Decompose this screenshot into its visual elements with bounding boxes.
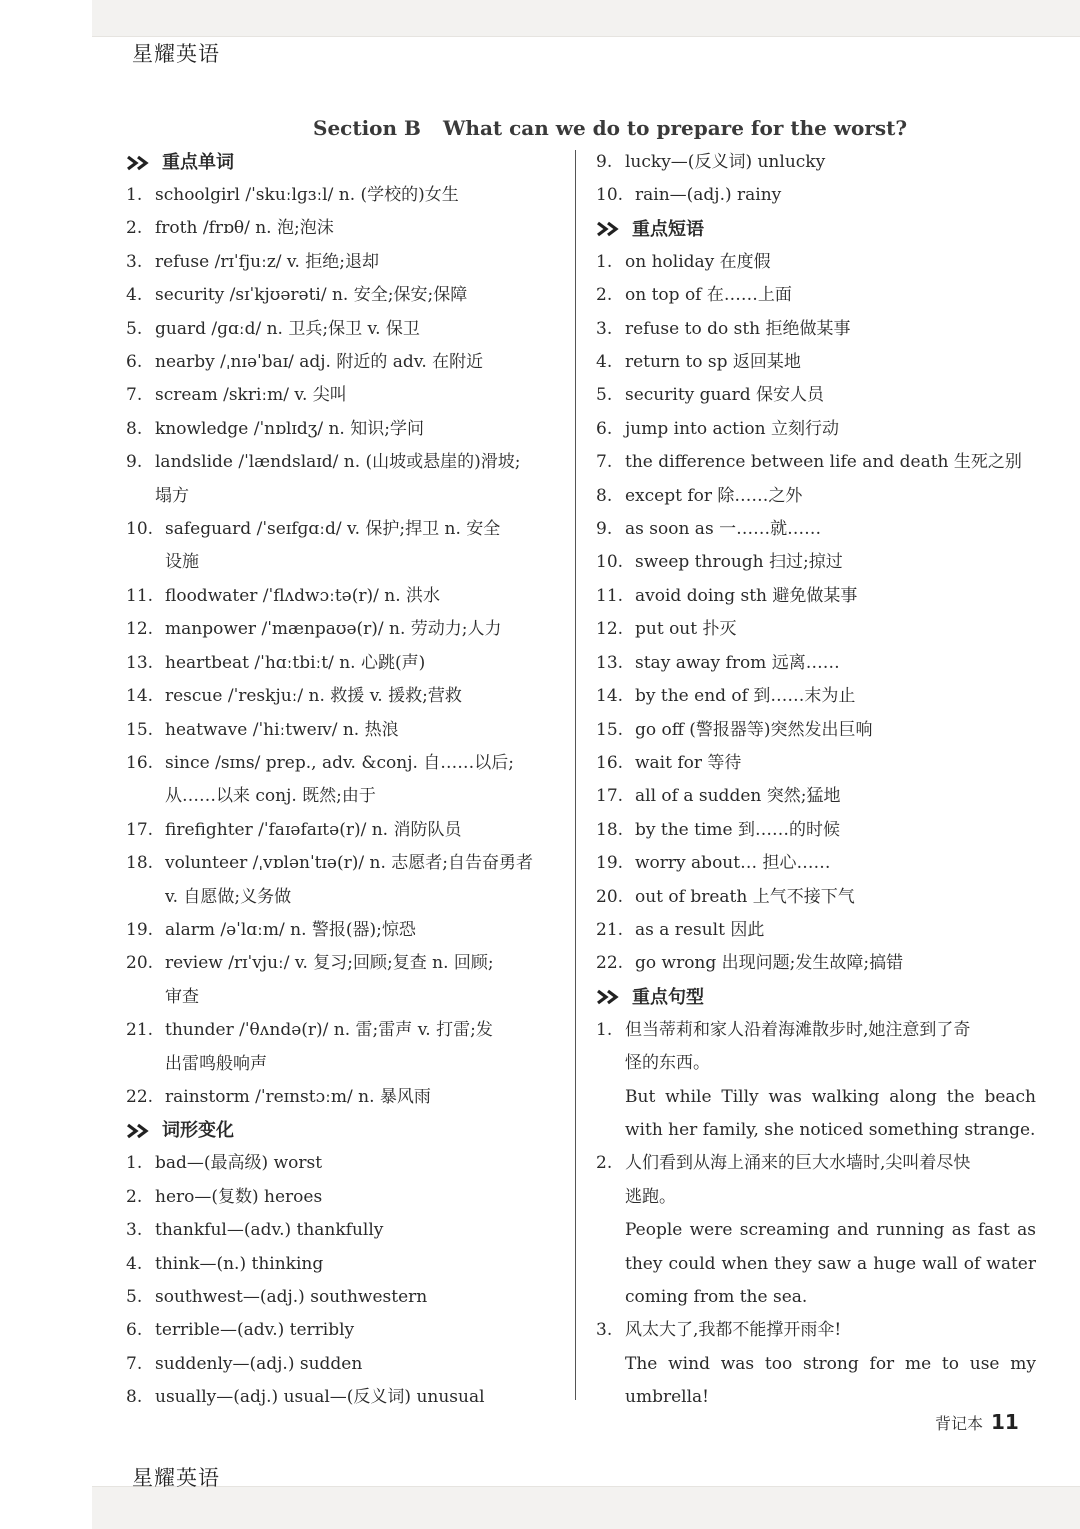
phrase-item-text: stay away from 远离…… <box>635 652 840 673</box>
vocab-item <box>126 379 566 412</box>
vocab-item-continuation: 从……以来 conj. 既然;由于 <box>165 786 376 807</box>
vocab-item <box>126 714 566 747</box>
phrase-item-text: except for 除……之外 <box>625 485 803 506</box>
vocab-item-number: 5. <box>126 318 143 339</box>
vocab-item <box>126 613 566 646</box>
vocab-item-number: 1. <box>126 185 143 205</box>
phrase-item <box>596 446 1036 479</box>
phrase-item <box>596 513 1036 546</box>
heading-word-forms <box>126 1114 566 1147</box>
phrase-item-number: 19. <box>596 853 624 874</box>
phrase-item <box>596 580 1036 613</box>
vocab-item-text: volunteer /ˌvɒlənˈtɪə(r)/ n. 志愿者;自告奋勇者 <box>165 853 533 874</box>
sentence-chinese: 但当蒂莉和家人沿着海滩散步时,她注意到了奇 <box>625 1019 971 1040</box>
phrase-item-text: put out 扑灭 <box>635 619 737 640</box>
phrase-item-number: 12. <box>596 619 624 640</box>
phrase-item <box>596 914 1036 947</box>
phrase-item-number: 14. <box>596 686 624 707</box>
phrase-item <box>596 947 1036 980</box>
phrase-item-text: jump into action 立刻行动 <box>625 418 839 439</box>
vocab-item-text: froth /frɒθ/ n. 泡;泡沫 <box>155 218 334 239</box>
phrase-list <box>596 246 1036 981</box>
double-chevron-icon <box>126 155 154 171</box>
heading-words <box>126 146 566 179</box>
phrase-item-number: 20. <box>596 886 624 907</box>
vocab-item-text: heartbeat /ˈhɑːtbiːt/ n. 心跳(声) <box>165 652 426 673</box>
watermark-bottom: 星耀英语 <box>132 1466 220 1490</box>
phrase-item <box>596 680 1036 713</box>
word-forms-list-right <box>596 146 1036 213</box>
phrase-item <box>596 546 1036 579</box>
vocab-item-continuation: 设施 <box>165 552 199 573</box>
phrase-item <box>596 780 1036 813</box>
word-form-item-number: 3. <box>126 1220 143 1241</box>
phrase-item-text: by the time 到……的时候 <box>635 819 840 840</box>
word-form-item-number: 4. <box>126 1253 143 1274</box>
heading-words-label: 重点单词 <box>162 152 234 173</box>
vocab-item <box>126 747 566 780</box>
vocab-item <box>126 179 566 212</box>
phrase-item-text: on holiday 在度假 <box>625 251 771 272</box>
vocab-item-text: since /sɪns/ prep., adv. &conj. 自……以后; <box>165 752 515 773</box>
word-form-item <box>126 1248 566 1281</box>
section-label: Section B <box>313 116 421 140</box>
vocab-item-text: scream /skriːm/ v. 尖叫 <box>155 385 347 406</box>
vocab-item-text: safeguard /ˈseɪfɡɑːd/ v. 保护;捍卫 n. 安全 <box>165 519 501 540</box>
phrase-item-number: 8. <box>596 485 613 506</box>
vocab-item-number: 19. <box>126 919 154 940</box>
vocab-item-text: manpower /ˈmænpaʊə(r)/ n. 劳动力;人力 <box>165 619 502 640</box>
vocab-item-number: 20. <box>126 953 154 974</box>
phrase-item-text: go wrong 出现问题;发生故障;搞错 <box>635 953 904 974</box>
word-form-item-number: 1. <box>126 1153 143 1174</box>
vocab-item-number: 9. <box>126 452 143 473</box>
phrase-item-number: 10. <box>596 552 624 573</box>
vocab-item <box>126 914 566 947</box>
phrase-item <box>596 814 1036 847</box>
vocab-item-number: 13. <box>126 652 154 673</box>
phrase-item-number: 6. <box>596 418 613 439</box>
word-form-item <box>596 146 1036 179</box>
vocab-item-text: schoolgirl /ˈskuːlɡɜːl/ n. (学校的)女生 <box>155 185 459 205</box>
phrase-item-number: 3. <box>596 318 613 339</box>
phrase-item <box>596 246 1036 279</box>
phrase-item-number: 22. <box>596 953 624 974</box>
sentence-english: The wind was too strong for me to use my umbrella! <box>625 1353 1036 1408</box>
word-form-item <box>126 1281 566 1314</box>
vocab-item-text: refuse /rɪˈfjuːz/ v. 拒绝;退却 <box>155 251 380 272</box>
word-form-item-text: terrible—(adv.) terribly <box>155 1320 355 1341</box>
heading-phrases-label: 重点短语 <box>632 218 704 240</box>
vocab-item <box>126 413 566 446</box>
right-column <box>596 146 1036 1415</box>
vocab-item <box>126 346 566 379</box>
vocab-item-number: 4. <box>126 285 143 306</box>
word-form-item-text: hero—(复数) heroes <box>155 1186 323 1207</box>
vocab-item-text: knowledge /ˈnɒlɪdʒ/ n. 知识;学问 <box>155 418 424 439</box>
vocab-item-number: 6. <box>126 352 143 373</box>
vocab-item-number: 21. <box>126 1020 154 1041</box>
column-divider <box>575 150 576 1400</box>
word-form-item-text: lucky—(反义词) unlucky <box>625 152 826 172</box>
phrase-item-number: 2. <box>596 285 613 306</box>
sentence-item <box>596 1147 1036 1180</box>
vocab-item-number: 18. <box>126 853 154 874</box>
phrase-item-text: security guard 保安人员 <box>625 385 825 406</box>
vocab-item <box>126 246 566 279</box>
phrase-item-text: all of a sudden 突然;猛地 <box>635 786 841 807</box>
bottom-scan-band <box>92 1486 1080 1529</box>
phrase-item <box>596 480 1036 513</box>
vocab-item <box>126 580 566 613</box>
phrase-item-number: 9. <box>596 519 613 540</box>
sentence-item <box>596 1014 1036 1047</box>
heading-word-forms-label: 词形变化 <box>162 1120 234 1142</box>
phrase-item-number: 5. <box>596 385 613 406</box>
vocab-item <box>126 212 566 245</box>
vocab-item-text: alarm /əˈlɑːm/ n. 警报(器);惊恐 <box>165 919 416 940</box>
phrase-item-text: as a result 因此 <box>635 919 765 940</box>
phrase-item <box>596 847 1036 880</box>
vocab-item <box>126 680 566 713</box>
vocab-item <box>126 446 566 479</box>
vocab-item <box>126 647 566 680</box>
vocab-item-continuation: 审查 <box>165 986 199 1007</box>
word-form-item <box>596 179 1036 212</box>
word-form-item <box>126 1314 566 1347</box>
word-form-item-text: southwest—(adj.) southwestern <box>155 1287 428 1307</box>
word-form-item-number: 10. <box>596 185 624 206</box>
word-form-item-text: thankful—(adv.) thankfully <box>155 1220 384 1241</box>
vocab-item-number: 14. <box>126 686 154 707</box>
phrase-item-text: sweep through 扫过;掠过 <box>635 552 843 573</box>
vocab-item-text: floodwater /ˈflʌdwɔːtə(r)/ n. 洪水 <box>165 585 440 606</box>
phrase-item <box>596 881 1036 914</box>
sentence-chinese-continuation: 怪的东西。 <box>625 1053 710 1074</box>
phrase-item-number: 4. <box>596 352 613 373</box>
phrase-item-text: worry about… 担心…… <box>635 853 831 874</box>
vocab-item-number: 2. <box>126 218 143 239</box>
word-form-item-number: 2. <box>126 1186 143 1207</box>
footer-label: 背记本 <box>935 1414 984 1433</box>
phrase-item-number: 18. <box>596 819 624 840</box>
word-form-item-number: 8. <box>126 1387 143 1408</box>
word-form-item <box>126 1381 566 1414</box>
sentence-english: But while Tilly was walking along the beach with her family, she noticed something strange. <box>625 1086 1036 1140</box>
phrase-item <box>596 613 1036 646</box>
double-chevron-icon <box>596 989 624 1005</box>
word-form-item <box>126 1214 566 1247</box>
vocab-item-number: 10. <box>126 519 154 540</box>
vocab-item-number: 7. <box>126 385 143 406</box>
vocab-item-continuation: v. 自愿做;义务做 <box>165 886 292 907</box>
phrase-item-number: 16. <box>596 752 624 773</box>
phrase-item-text: refuse to do sth 拒绝做某事 <box>625 318 851 339</box>
word-form-item-text: suddenly—(adj.) sudden <box>155 1353 363 1374</box>
word-form-item-text: bad—(最高级) worst <box>155 1153 323 1174</box>
vocab-item <box>126 847 566 880</box>
word-form-item <box>126 1348 566 1381</box>
phrase-item <box>596 714 1036 747</box>
vocab-item-number: 3. <box>126 251 143 272</box>
sentence-chinese: 人们看到从海上涌来的巨大水墙时,尖叫着尽快 <box>625 1153 971 1174</box>
top-scan-band <box>92 0 1080 37</box>
word-form-item-text: usually—(adj.) usual—(反义词) unusual <box>155 1387 485 1408</box>
word-form-item-number: 6. <box>126 1320 143 1341</box>
phrase-item <box>596 313 1036 346</box>
vocab-item-text: landslide /ˈlændslaɪd/ n. (山坡或悬崖的)滑坡; <box>155 452 521 473</box>
vocab-item-number: 8. <box>126 418 143 439</box>
phrase-item-text: wait for 等待 <box>635 752 742 773</box>
vocab-item-text: nearby /ˌnɪəˈbaɪ/ adj. 附近的 adv. 在附近 <box>155 352 484 373</box>
heading-phrases <box>596 213 1036 246</box>
vocab-item-continuation: 出雷鸣般响声 <box>165 1053 267 1074</box>
sentence-item <box>596 1314 1036 1347</box>
vocab-item-number: 11. <box>126 585 154 606</box>
word-form-item-number: 7. <box>126 1353 143 1374</box>
phrase-item <box>596 279 1036 312</box>
vocab-item-text: heatwave /ˈhiːtweɪv/ n. 热浪 <box>165 719 399 740</box>
watermark-top: 星耀英语 <box>132 42 220 66</box>
phrase-item-text: go off (警报器等)突然发出巨响 <box>635 719 873 740</box>
phrase-item-number: 13. <box>596 652 624 673</box>
vocab-item <box>126 1081 566 1114</box>
left-column <box>126 146 566 1415</box>
sentence-number: 3. <box>596 1320 613 1341</box>
vocab-item-text: thunder /ˈθʌndə(r)/ n. 雷;雷声 v. 打雷;发 <box>165 1020 493 1041</box>
page-footer <box>935 1410 1019 1434</box>
phrase-item-text: the difference between life and death 生死之别 <box>625 452 1022 473</box>
phrase-item-text: avoid doing sth 避免做某事 <box>635 585 858 606</box>
vocab-item-text: rainstorm /ˈreɪnstɔːm/ n. 暴风雨 <box>165 1086 431 1107</box>
phrase-item-number: 15. <box>596 719 624 740</box>
vocab-item <box>126 313 566 346</box>
phrase-item <box>596 346 1036 379</box>
vocab-item <box>126 513 566 546</box>
phrase-item <box>596 747 1036 780</box>
word-form-item <box>126 1147 566 1180</box>
word-forms-list-left <box>126 1147 566 1414</box>
phrase-item-text: by the end of 到……末为止 <box>635 686 856 707</box>
vocab-item-number: 16. <box>126 752 154 773</box>
sentence-number: 1. <box>596 1019 613 1040</box>
vocab-item <box>126 947 566 980</box>
phrase-item <box>596 379 1036 412</box>
phrase-item-number: 11. <box>596 585 624 606</box>
heading-sentences-label: 重点句型 <box>632 986 704 1008</box>
vocab-item-text: firefighter /ˈfaɪəfaɪtə(r)/ n. 消防队员 <box>165 819 462 840</box>
double-chevron-icon <box>596 221 624 237</box>
section-title <box>313 116 907 140</box>
phrase-item-number: 17. <box>596 786 624 807</box>
phrase-item-text: out of breath 上气不接下气 <box>635 886 855 907</box>
word-form-item-text: think—(n.) thinking <box>155 1253 324 1274</box>
phrase-item <box>596 413 1036 446</box>
sentence-number: 2. <box>596 1153 613 1174</box>
vocab-item-number: 22. <box>126 1086 154 1107</box>
vocab-item-text: security /sɪˈkjʊərəti/ n. 安全;保安;保障 <box>155 285 468 306</box>
vocab-item-continuation: 塌方 <box>155 485 189 506</box>
page-number: 11 <box>991 1410 1019 1434</box>
phrase-item-text: return to sp 返回某地 <box>625 352 801 373</box>
double-chevron-icon <box>126 1123 154 1139</box>
vocab-item-text: guard /ɡɑːd/ n. 卫兵;保卫 v. 保卫 <box>155 318 420 339</box>
vocab-item <box>126 814 566 847</box>
phrase-item-number: 7. <box>596 452 613 473</box>
word-form-item <box>126 1181 566 1214</box>
word-form-item-number: 9. <box>596 152 613 172</box>
vocab-item-number: 12. <box>126 619 154 640</box>
phrase-item-text: on top of 在……上面 <box>625 285 792 306</box>
phrase-item-number: 1. <box>596 251 613 272</box>
phrase-item <box>596 647 1036 680</box>
vocab-item-text: rescue /ˈreskjuː/ n. 救援 v. 援救;营救 <box>165 686 462 707</box>
word-form-item-text: rain—(adj.) rainy <box>635 185 782 206</box>
phrase-item-text: as soon as 一……就…… <box>625 519 822 540</box>
sentence-english: People were screaming and running as fast as they could when they saw a huge wall of water coming from the sea. <box>625 1220 1036 1307</box>
vocab-item-number: 17. <box>126 819 154 840</box>
sentence-chinese-continuation: 逃跑。 <box>625 1186 676 1207</box>
section-question: What can we do to prepare for the worst? <box>442 116 908 140</box>
vocab-item <box>126 1014 566 1047</box>
vocab-item-number: 15. <box>126 719 154 740</box>
sentence-list <box>596 1014 1036 1415</box>
phrase-item-number: 21. <box>596 919 624 940</box>
vocab-item-text: review /rɪˈvjuː/ v. 复习;回顾;复查 n. 回顾; <box>165 953 494 974</box>
sentence-chinese: 风太大了,我都不能撑开雨伞! <box>625 1320 842 1341</box>
vocab-list <box>126 179 566 1114</box>
heading-sentences <box>596 981 1036 1014</box>
word-form-item-number: 5. <box>126 1287 143 1307</box>
vocab-item <box>126 279 566 312</box>
